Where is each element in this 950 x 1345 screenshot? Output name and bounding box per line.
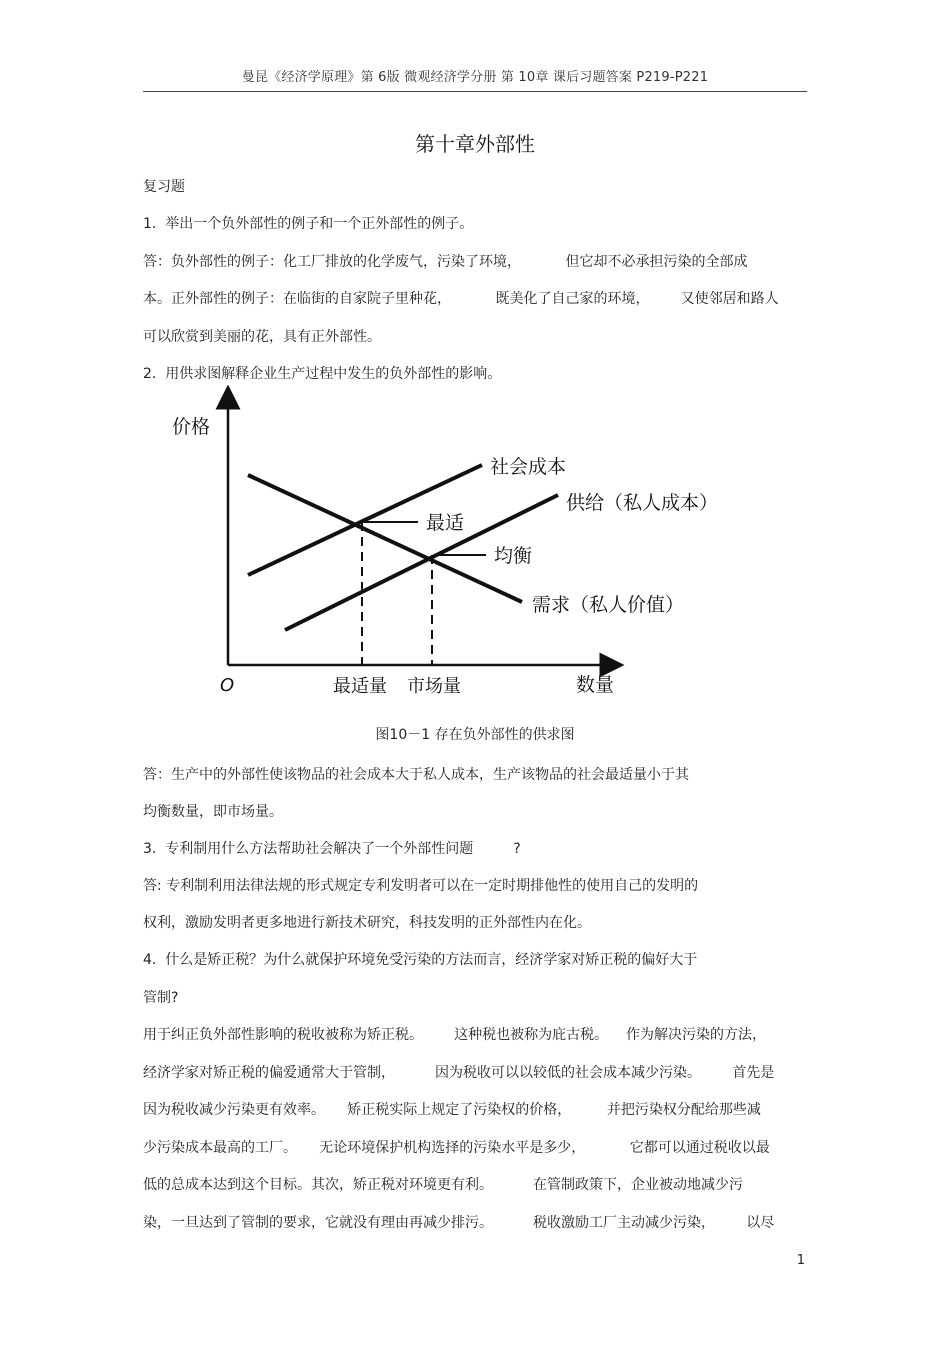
section-heading: 复习题 (143, 179, 185, 195)
x-axis-label: 数量 (576, 674, 615, 696)
answer-4-line-6: 染，一旦达到了管制的要求，它就没有理由再减少排污。 税收激励工厂主动减少污染， 以尽 (143, 1215, 775, 1231)
answer-1-line-2: 本。正外部性的例子：在临街的自家院子里种花， 既美化了自己家的环境， 又使邻居和路人 (143, 291, 779, 307)
answer-1-line-3: 可以欣赏到美丽的花，具有正外部性。 (143, 329, 381, 345)
header-rule (143, 91, 807, 92)
question-2: 2. 用供求图解释企业生产过程中发生的负外部性的影响。 (143, 366, 502, 382)
answer-2-line-2: 均衡数量，即市场量。 (143, 804, 283, 820)
answer-1-line-1: 答：负外部性的例子：化工厂排放的化学废气，污染了环境， 但它却不必承担污染的全部成 (143, 254, 748, 270)
y-axis-label: 价格 (172, 416, 211, 438)
annotation-equilibrium: 均衡 (494, 545, 533, 567)
answer-4-line-1: 用于纠正负外部性影响的税收被称为矫正税。 这种税也被称为庇古税。 作为解决污染的方法， (143, 1027, 766, 1043)
page-number: 1 (796, 1253, 805, 1268)
x-tick-market-quantity: 市场量 (407, 676, 461, 697)
answer-4-line-4: 少污染成本最高的工厂。 无论环境保护机构选择的污染水平是多少， 它都可以通过税收以最 (143, 1140, 770, 1156)
answer-4-line-5: 低的总成本达到这个目标。其次，矫正税对环境更有利。 在管制政策下，企业被动地减少污 (143, 1177, 744, 1193)
answer-3-line-2: 权利，激励发明者更多地进行新技术研究，科技发明的正外部性内在化。 (143, 915, 591, 931)
answer-4-line-2: 经济学家对矫正税的偏爱通常大于管制， 因为税收可以以较低的社会成本减少污染。 首先是 (143, 1065, 775, 1081)
question-1: 1. 举出一个负外部性的例子和一个正外部性的例子。 (143, 216, 474, 232)
figure-caption: 图10－1 存在负外部性的供求图 (375, 727, 575, 743)
question-4-line-1: 4. 什么是矫正税？为什么就保护环境免受污染的方法而言，经济学家对矫正税的偏好大于 (143, 952, 698, 968)
series-label-demand: 需求（私人价值） (532, 594, 685, 616)
answer-4-line-3: 因为税收减少污染更有效率。 矫正税实际上规定了污染权的价格， 并把污染权分配给那些减 (143, 1102, 761, 1118)
page-header: 曼昆《经济学原理》第 6版 微观经济学分册 第 10章 课后习题答案 P219-P221 (241, 70, 709, 85)
chapter-title: 第十章外部性 (415, 132, 535, 156)
series-label-supply: 供给（私人成本） (566, 492, 719, 514)
origin-label: O (220, 675, 235, 696)
series-label-social-cost: 社会成本 (490, 456, 567, 478)
question-4-line-2: 管制? (143, 990, 179, 1006)
demand-line (248, 475, 522, 602)
annotation-optimum: 最适 (426, 512, 465, 534)
question-3: 3. 专利制用什么方法帮助社会解决了一个外部性问题 ? (143, 841, 521, 857)
answer-2-line-1: 答：生产中的外部性使该物品的社会成本大于私人成本，生产该物品的社会最适量小于其 (143, 767, 689, 783)
x-tick-optimum-quantity: 最适量 (333, 676, 387, 697)
supply-demand-chart (150, 385, 740, 715)
answer-3-line-1: 答: 专利制利用法律法规的形式规定专利发明者可以在一定时期排他性的使用自己的发明的 (143, 878, 699, 894)
supply-demand-figure (150, 385, 740, 719)
